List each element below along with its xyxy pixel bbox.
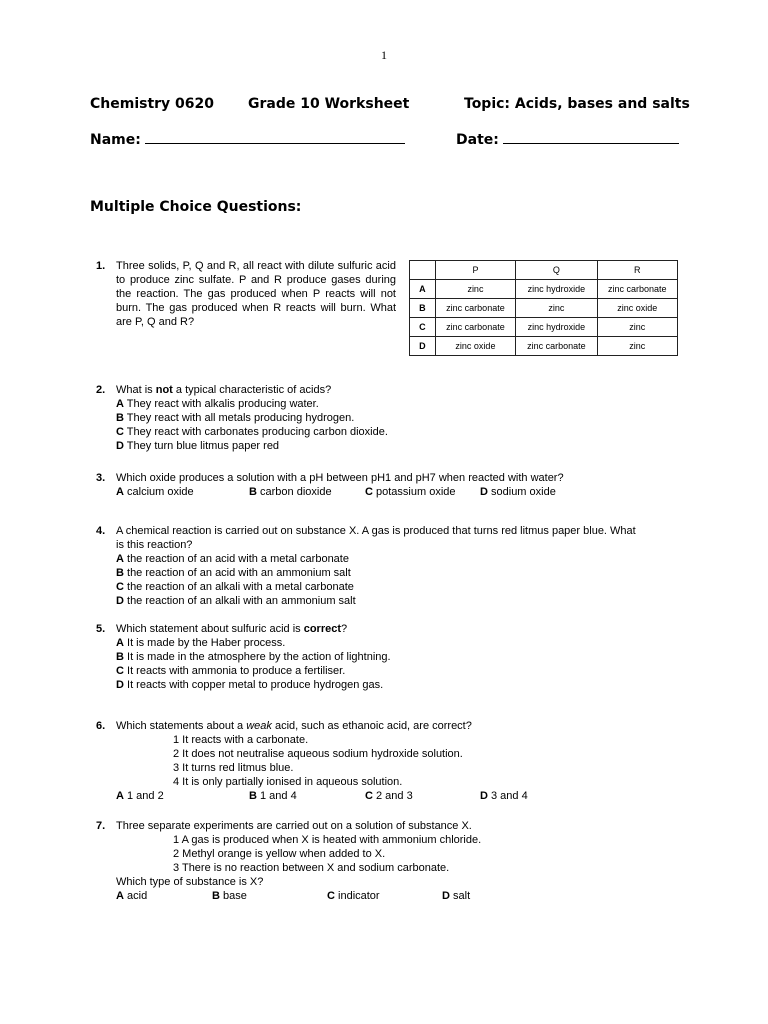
table-row xyxy=(410,337,678,356)
question-stem: Three separate experiments are carried out on a solution of substance X. xyxy=(116,820,472,832)
name-line xyxy=(90,131,405,148)
date-label: Date: xyxy=(456,132,499,148)
stem-text: What is xyxy=(116,384,156,396)
option-d[interactable] xyxy=(480,485,556,499)
table-cell: zinc carbonate xyxy=(516,337,597,356)
option-a[interactable] xyxy=(116,889,147,903)
table-cell: zinc xyxy=(597,318,677,337)
date-line xyxy=(456,131,679,148)
table-cell: zinc carbonate xyxy=(435,318,515,337)
question-number: 5. xyxy=(96,623,106,635)
option-letter: B xyxy=(116,567,124,579)
option-letter: D xyxy=(116,679,124,691)
option-text: They react with alkalis producing water. xyxy=(123,398,319,410)
table-header: R xyxy=(597,261,677,280)
option-c[interactable] xyxy=(116,425,388,439)
stem-emphasis: weak xyxy=(246,720,272,732)
row-label: D xyxy=(410,337,436,356)
stem-text: ? xyxy=(341,623,348,635)
option-a[interactable] xyxy=(116,636,285,650)
option-b[interactable] xyxy=(116,650,391,664)
question-number: 6. xyxy=(96,720,106,732)
option-text: the reaction of an acid with an ammonium salt xyxy=(123,567,351,579)
option-letter: D xyxy=(480,486,488,498)
option-text: It reacts with copper metal to produce hydrogen gas. xyxy=(123,679,384,691)
table-cell: zinc hydroxide xyxy=(516,280,597,299)
option-text: calcium oxide xyxy=(123,486,194,498)
option-c[interactable] xyxy=(365,485,456,499)
option-text: They react with all metals producing hydrogen. xyxy=(123,412,355,424)
option-letter: D xyxy=(442,890,450,902)
statement: 2 It does not neutralise aqueous sodium hydroxide solution. xyxy=(173,748,463,760)
table-header: P xyxy=(435,261,515,280)
option-text: 3 and 4 xyxy=(487,790,528,802)
stem-emphasis: correct xyxy=(303,623,341,635)
question-number: 2. xyxy=(96,384,106,396)
date-blank xyxy=(503,131,679,144)
table-cell: zinc oxide xyxy=(597,299,677,318)
option-letter: A xyxy=(116,398,124,410)
option-b[interactable] xyxy=(249,485,332,499)
option-text: sodium oxide xyxy=(487,486,556,498)
option-a[interactable] xyxy=(116,789,164,803)
option-c[interactable] xyxy=(116,664,345,678)
option-letter: A xyxy=(116,890,124,902)
table-cell: zinc xyxy=(435,280,515,299)
option-letter: B xyxy=(116,412,124,424)
page-number: 1 xyxy=(381,48,387,62)
option-a[interactable] xyxy=(116,485,194,499)
option-text: 1 and 2 xyxy=(123,790,164,802)
option-b[interactable] xyxy=(116,566,351,580)
question-number: 7. xyxy=(96,820,106,832)
name-blank xyxy=(145,131,405,144)
option-c[interactable] xyxy=(327,889,380,903)
option-text: They turn blue litmus paper red xyxy=(123,440,280,452)
option-text: salt xyxy=(449,890,471,902)
table-cell: zinc carbonate xyxy=(597,280,677,299)
option-c[interactable] xyxy=(365,789,413,803)
row-label: C xyxy=(410,318,436,337)
option-letter: B xyxy=(212,890,220,902)
option-letter: A xyxy=(116,790,124,802)
grade-title: Grade 10 Worksheet xyxy=(248,96,410,112)
option-text: the reaction of an acid with a metal carbonate xyxy=(123,553,349,565)
question-number: 1. xyxy=(96,260,106,272)
table-cell: zinc xyxy=(516,299,597,318)
option-text: the reaction of an alkali with a metal carbonate xyxy=(123,581,354,593)
option-text: carbon dioxide xyxy=(256,486,332,498)
option-text: the reaction of an alkali with an ammonium salt xyxy=(123,595,356,607)
statement: 3 There is no reaction between X and sodium carbonate. xyxy=(173,862,450,874)
option-letter: A xyxy=(116,486,124,498)
option-a[interactable] xyxy=(116,397,319,411)
option-d[interactable] xyxy=(116,594,356,608)
option-letter: C xyxy=(116,426,124,438)
question-number: 4. xyxy=(96,525,106,537)
table-corner xyxy=(410,261,436,280)
option-b[interactable] xyxy=(249,789,297,803)
option-text: potassium oxide xyxy=(372,486,456,498)
statement: 1 A gas is produced when X is heated with ammonium chloride. xyxy=(173,834,482,846)
option-letter: C xyxy=(116,665,124,677)
table-cell: zinc hydroxide xyxy=(516,318,597,337)
option-letter: B xyxy=(116,651,124,663)
option-text: acid xyxy=(123,890,148,902)
option-text: 1 and 4 xyxy=(256,790,297,802)
statement: 4 It is only partially ionised in aqueous solution. xyxy=(173,776,403,788)
option-c[interactable] xyxy=(116,580,354,594)
question-stem xyxy=(116,383,331,397)
option-b[interactable] xyxy=(212,889,247,903)
option-a[interactable] xyxy=(116,552,349,566)
option-text: It is made by the Haber process. xyxy=(123,637,286,649)
topic-title: Topic: Acids, bases and salts xyxy=(464,96,690,112)
question-stem xyxy=(116,622,347,636)
statement: 3 It turns red litmus blue. xyxy=(173,762,294,774)
option-letter: A xyxy=(116,637,124,649)
option-letter: A xyxy=(116,553,124,565)
question-stem: Which oxide produces a solution with a pH between pH1 and pH7 when reacted with water? xyxy=(116,472,564,484)
option-letter: C xyxy=(116,581,124,593)
question-stem-cont: is this reaction? xyxy=(116,539,193,551)
option-letter: C xyxy=(327,890,335,902)
table-cell: zinc xyxy=(597,337,677,356)
question-prompt: Which type of substance is X? xyxy=(116,876,264,888)
option-text: indicator xyxy=(334,890,380,902)
option-text: They react with carbonates producing carbon dioxide. xyxy=(123,426,388,438)
option-letter: B xyxy=(249,486,257,498)
stem-text: Which statement about sulfuric acid is xyxy=(116,623,304,635)
table-header: Q xyxy=(516,261,597,280)
table-header-row xyxy=(410,261,678,280)
option-d[interactable] xyxy=(442,889,470,903)
option-text: It is made in the atmosphere by the action of lightning. xyxy=(123,651,391,663)
option-text: 2 and 3 xyxy=(372,790,413,802)
row-label: B xyxy=(410,299,436,318)
stem-text: acid, such as ethanoic acid, are correct? xyxy=(271,720,472,732)
option-b[interactable] xyxy=(116,411,354,425)
statement: 2 Methyl orange is yellow when added to X. xyxy=(173,848,386,860)
option-d[interactable] xyxy=(116,439,279,453)
question-stem xyxy=(116,719,472,733)
row-label: A xyxy=(410,280,436,299)
question-number: 3. xyxy=(96,472,106,484)
option-letter: C xyxy=(365,486,373,498)
option-d[interactable] xyxy=(116,678,383,692)
option-d[interactable] xyxy=(480,789,528,803)
question-stem: A chemical reaction is carried out on substance X. A gas is produced that turns red litmus paper blue. What xyxy=(116,525,636,537)
option-text: It reacts with ammonia to produce a fertiliser. xyxy=(123,665,346,677)
table-row xyxy=(410,299,678,318)
option-text: base xyxy=(219,890,247,902)
question-stem: Three solids, P, Q and R, all react with dilute sulfuric acid to produce zinc sulfate. P and R produce gases during the reaction. The gas produced when P reacts will not burn. The gas produced when R reacts will burn. What are P, Q and R? xyxy=(116,260,396,328)
course-title: Chemistry 0620 xyxy=(90,96,215,112)
option-letter: D xyxy=(116,595,124,607)
option-letter: D xyxy=(480,790,488,802)
option-letter: D xyxy=(116,440,124,452)
name-label: Name: xyxy=(90,132,141,148)
table-row xyxy=(410,280,678,299)
stem-text: Which statements about a xyxy=(116,720,247,732)
section-title: Multiple Choice Questions: xyxy=(90,199,302,215)
table-row xyxy=(410,318,678,337)
table-cell: zinc carbonate xyxy=(435,299,515,318)
statement: 1 It reacts with a carbonate. xyxy=(173,734,309,746)
option-letter: C xyxy=(365,790,373,802)
option-letter: B xyxy=(249,790,257,802)
stem-emphasis: not xyxy=(155,384,173,396)
table-cell: zinc oxide xyxy=(435,337,515,356)
answer-table xyxy=(409,260,678,356)
stem-text: a typical characteristic of acids? xyxy=(172,384,332,396)
